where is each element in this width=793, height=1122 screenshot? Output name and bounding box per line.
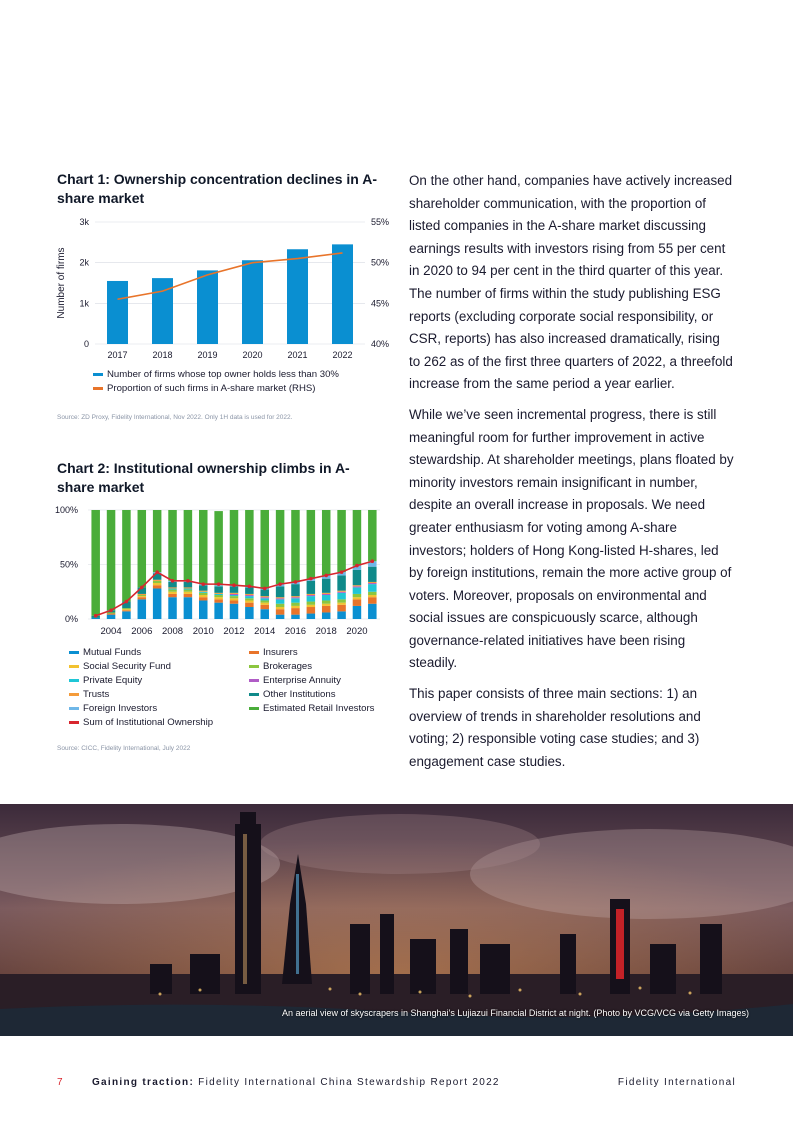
x-tick-label: 2018 <box>315 626 337 637</box>
stacked-bar-segment <box>199 597 208 600</box>
stacked-bar-segment <box>230 593 239 594</box>
legend-label: Estimated Retail Investors <box>263 702 375 714</box>
bar <box>242 260 263 344</box>
stacked-bar-segment <box>291 606 300 608</box>
x-tick-label: 2010 <box>192 626 214 637</box>
stacked-bar-segment <box>368 592 377 595</box>
left-column <box>57 170 387 208</box>
stacked-bar-segment <box>230 596 239 598</box>
x-tick-label: 2014 <box>254 626 276 637</box>
stacked-bar-segment <box>184 587 193 588</box>
legend-swatch <box>69 693 79 696</box>
stacked-bar-segment <box>153 510 162 572</box>
stacked-bar-segment <box>276 599 285 603</box>
stacked-bar-segment <box>138 597 147 599</box>
stacked-bar-segment <box>353 606 362 619</box>
chart1 <box>50 212 400 362</box>
stacked-bar-segment <box>276 609 285 614</box>
bar <box>287 249 308 344</box>
y-tick-label: 0% <box>64 614 78 624</box>
institutional-sum-point <box>340 570 344 574</box>
chart2-title: Chart 2: Institutional ownership climbs in A-share market <box>57 460 350 495</box>
stacked-bar-segment <box>276 586 285 597</box>
stacked-bar-segment <box>214 593 223 594</box>
chart1-legend-bars <box>93 367 339 381</box>
legend-label: Number of firms whose top owner holds less than 30% <box>107 368 339 380</box>
stacked-bar-segment <box>368 604 377 619</box>
legend-swatch <box>249 651 259 654</box>
stacked-bar-segment <box>214 599 223 602</box>
report-label: Gaining traction: <box>91 1077 195 1088</box>
x-tick-label: 2018 <box>152 350 173 360</box>
stacked-bar-segment <box>214 595 223 597</box>
legend-label: Proportion of such firms in A-share market (RHS) <box>107 382 316 394</box>
legend-swatch <box>69 665 79 668</box>
proportion-line <box>118 253 343 299</box>
bar <box>197 270 218 344</box>
x-tick-label: 2019 <box>197 350 218 360</box>
legend-swatch <box>249 707 259 710</box>
legend-label: Private Equity <box>83 674 143 686</box>
stacked-bar-segment <box>122 610 131 611</box>
x-tick-label: 2017 <box>107 350 128 360</box>
legend-swatch <box>93 373 103 376</box>
legend-item-foreign <box>69 701 213 715</box>
stacked-bar-segment <box>245 603 254 607</box>
chart1-legend <box>93 367 339 395</box>
stacked-bar-segment <box>353 510 362 566</box>
legend-item-insurers <box>249 645 374 659</box>
legend-swatch <box>249 679 259 682</box>
stacked-bar-segment <box>260 596 269 597</box>
stacked-bar-segment <box>245 607 254 619</box>
stacked-bar-segment <box>307 581 316 594</box>
legend-swatch <box>93 387 103 390</box>
stacked-bar-segment <box>307 607 316 614</box>
stacked-bar-segment <box>184 594 193 597</box>
stacked-bar-segment <box>337 611 346 619</box>
legend-label: Other Institutions <box>263 688 336 700</box>
stacked-bar-segment <box>353 599 362 606</box>
stacked-bar-segment <box>368 582 377 583</box>
stacked-bar-segment <box>337 575 346 590</box>
stacked-bar-segment <box>199 600 208 619</box>
stacked-bar-segment <box>168 510 177 581</box>
stacked-bar-segment <box>199 591 208 592</box>
y-tick-label: 3k <box>79 217 89 227</box>
stacked-bar-segment <box>184 597 193 619</box>
stacked-bar-segment <box>353 594 362 597</box>
stacked-bar-segment <box>307 594 316 595</box>
legend-label: Insurers <box>263 646 298 658</box>
legend-swatch <box>69 721 79 724</box>
stacked-bar-segment <box>368 510 377 561</box>
stacked-bar-segment <box>276 607 285 609</box>
institutional-sum-point <box>94 614 98 618</box>
stacked-bar-segment <box>199 593 208 595</box>
legend-item-sum <box>69 715 213 729</box>
stacked-bar-segment <box>199 585 208 590</box>
stacked-bar-segment <box>107 615 116 619</box>
stacked-bar-segment <box>322 604 331 606</box>
article-paragraph: While we’ve seen incremental progress, there is still meaningful room for further improvement in active stewardship. At shareholder meetings, plans floated by minority investors remain insignificant in number, despite an overall increase in proposals. We need greater enthusiasm for voting among A-share investors; holders of Hong Kong-listed H-shares, led by foreign institutions, remain the more active group of voters. Moreover, proposals on environmental and social issues are conspicuously scarce, although governance-related initiatives have been rising steadily. <box>409 406 734 671</box>
institutional-sum-point <box>155 570 159 574</box>
stacked-bar-segment <box>138 595 147 596</box>
stacked-bar-segment <box>322 595 331 600</box>
stacked-bar-segment <box>353 597 362 599</box>
stacked-bar-segment <box>353 587 362 594</box>
page-footer <box>57 1077 736 1088</box>
stacked-bar-segment <box>291 603 300 606</box>
stacked-bar-segment <box>214 594 223 595</box>
report-title: Fidelity International China Stewardship Report 2022 <box>198 1077 500 1088</box>
x-tick-label: 2004 <box>100 626 122 637</box>
stacked-bar-segment <box>153 588 162 619</box>
stacked-bar-segment <box>230 586 239 593</box>
stacked-bar-segment <box>337 599 346 602</box>
stacked-bar-segment <box>122 609 131 610</box>
institutional-sum-point <box>109 608 113 612</box>
stacked-bar-segment <box>276 510 285 584</box>
stacked-bar-segment <box>230 600 239 603</box>
stacked-bar-segment <box>322 594 331 595</box>
institutional-sum-point <box>309 577 313 581</box>
legend-swatch <box>69 651 79 654</box>
stacked-bar-segment <box>260 603 269 605</box>
institutional-sum-point <box>263 587 267 591</box>
y2-tick-label: 50% <box>371 257 390 268</box>
stacked-bar-segment <box>276 604 285 607</box>
institutional-sum-point <box>232 583 236 587</box>
y-tick-label: 0 <box>83 339 89 349</box>
stacked-bar-segment <box>337 592 346 593</box>
stacked-bar-segment <box>168 582 177 587</box>
y-tick-label: 100% <box>54 505 78 515</box>
stacked-bar-segment <box>245 587 254 594</box>
bar <box>107 281 128 344</box>
stacked-bar-segment <box>138 594 147 595</box>
institutional-sum-point <box>171 579 175 583</box>
stacked-bar-segment <box>214 603 223 619</box>
stacked-bar-segment <box>138 599 147 619</box>
legend-item-private-equity <box>69 673 213 687</box>
stacked-bar-segment <box>107 510 116 610</box>
stacked-bar-segment <box>230 595 239 596</box>
stacked-bar-segment <box>322 612 331 619</box>
stacked-bar-segment <box>153 581 162 583</box>
stacked-bar-segment <box>199 595 208 597</box>
photo-caption: An aerial view of skyscrapers in Shanghai’s Lujiazui Financial District at night. (Photo by VCG/VCG via Getty Images) <box>281 1008 749 1018</box>
legend-label: Social Security Fund <box>83 660 171 672</box>
stacked-bar-segment <box>322 579 331 593</box>
stacked-bar-segment <box>184 588 193 589</box>
legend-label: Enterprise Annuity <box>263 674 341 686</box>
x-tick-label: 2008 <box>161 626 184 637</box>
article-paragraph: This paper consists of three main sections: 1) an overview of trends in shareholder resolutions and voting; 2) responsible voting case studies; and 3) engagement case studies. <box>409 686 701 769</box>
legend-label: Trusts <box>83 688 110 700</box>
stacked-bar-segment <box>122 608 131 609</box>
chart1-source: Source: ZD Proxy, Fidelity International, Nov 2022. Only 1H data is used for 2022. <box>57 414 293 421</box>
stacked-bar-segment <box>122 510 131 602</box>
legend-item-social-security <box>69 659 213 673</box>
chart2 <box>50 502 390 642</box>
stacked-bar-segment <box>307 602 316 605</box>
stacked-bar-segment <box>184 510 193 581</box>
stacked-bar-segment <box>199 510 208 584</box>
stacked-bar-segment <box>245 594 254 595</box>
stacked-bar-segment <box>184 592 193 594</box>
stacked-bar-segment <box>214 597 223 599</box>
institutional-sum-point <box>201 582 205 586</box>
institutional-sum-point <box>140 586 144 590</box>
stacked-bar-segment <box>138 510 147 587</box>
institutional-sum-point <box>294 580 298 584</box>
stacked-bar-segment <box>153 580 162 581</box>
stacked-bar-segment <box>168 587 177 588</box>
y-tick-label: 2k <box>79 257 89 268</box>
stacked-bar-segment <box>122 611 131 619</box>
x-tick-label: 2006 <box>131 626 153 637</box>
stacked-bar-segment <box>107 614 116 615</box>
stacked-bar-segment <box>307 605 316 607</box>
stacked-bar-segment <box>153 583 162 585</box>
stacked-bar-segment <box>368 583 377 584</box>
stacked-bar-segment <box>214 586 223 593</box>
organization-name: Fidelity International <box>617 1077 736 1088</box>
legend-item-trusts <box>69 687 213 701</box>
x-tick-label: 2016 <box>284 626 307 637</box>
institutional-sum-point <box>217 582 221 586</box>
stacked-bar-segment <box>307 510 316 579</box>
legend-item-mutual-funds <box>69 645 213 659</box>
skyline-illustration <box>0 804 793 1036</box>
stacked-bar-segment <box>107 612 116 613</box>
stacked-bar-segment <box>291 597 300 598</box>
stacked-bar-segment <box>291 596 300 597</box>
article-paragraph: On the other hand, companies have actively increased shareholder communication, with the proportion of listed companies in the A-share market discussing earnings results with investors rising from 55 per cent in 2020 to 94 per cent in the third quarter of this year. The number of firms within the study publishing ESG reports (excluding corporate social responsibility, or CSR, reports) has also increased dramatically, rising to 262 as of the first three quarters of 2022, a threefold increase from the same period a year earlier. <box>409 173 733 392</box>
legend-item-brokerages <box>249 659 374 673</box>
x-tick-label: 2021 <box>287 350 308 360</box>
stacked-bar-segment <box>307 595 316 596</box>
stacked-bar-segment <box>230 594 239 595</box>
stacked-bar-segment <box>368 597 377 604</box>
chart1-legend-line <box>93 381 339 395</box>
legend-label: Mutual Funds <box>83 646 142 658</box>
stacked-bar-segment <box>260 598 269 600</box>
stacked-bar-segment <box>199 592 208 593</box>
y2-tick-label: 55% <box>371 217 390 227</box>
stacked-bar-segment <box>337 593 346 600</box>
y-tick-label: 50% <box>59 559 78 570</box>
stacked-bar-segment <box>368 595 377 597</box>
stacked-bar-segment <box>230 604 239 619</box>
stacked-bar-segment <box>168 594 177 597</box>
legend-item-other-institutions <box>249 687 374 701</box>
chart2-legend-right <box>249 645 374 715</box>
stacked-bar-segment <box>245 595 254 596</box>
stacked-bar-segment <box>245 600 254 602</box>
stacked-bar-segment <box>91 510 100 616</box>
x-tick-label: 2022 <box>332 350 353 360</box>
stacked-bar-segment <box>184 582 193 587</box>
stacked-bar-segment <box>368 584 377 592</box>
stacked-bar-segment <box>291 608 300 615</box>
legend-label: Foreign Investors <box>83 702 158 714</box>
legend-swatch <box>249 693 259 696</box>
stacked-bar-segment <box>322 606 331 613</box>
stacked-bar-segment <box>322 600 331 603</box>
stacked-bar-segment <box>260 510 269 588</box>
stacked-bar-segment <box>322 510 331 575</box>
chart2-legend-left <box>69 645 213 729</box>
stacked-bar-segment <box>276 597 285 598</box>
chart1-title: Chart 1: Ownership concentration declines in A-share market <box>57 171 377 206</box>
stacked-bar-segment <box>260 600 269 602</box>
stacked-bar-segment <box>260 605 269 609</box>
stacked-bar-segment <box>353 586 362 587</box>
institutional-sum-point <box>125 600 129 604</box>
y2-tick-label: 45% <box>371 298 390 309</box>
stacked-bar-segment <box>291 615 300 619</box>
skyline-photo <box>0 804 793 1036</box>
stacked-bar-segment <box>245 596 254 598</box>
stacked-bar-segment <box>260 597 269 598</box>
legend-swatch <box>69 707 79 710</box>
stacked-bar-segment <box>307 596 316 601</box>
x-tick-label: 2020 <box>346 626 368 637</box>
stacked-bar-segment <box>230 598 239 600</box>
stacked-bar-segment <box>353 585 362 586</box>
stacked-bar-segment <box>230 510 239 585</box>
stacked-bar-segment <box>153 585 162 588</box>
stacked-bar-segment <box>91 618 100 619</box>
stacked-bar-segment <box>368 567 377 582</box>
institutional-sum-point <box>355 564 359 568</box>
stacked-bar-segment <box>168 588 177 589</box>
x-tick-label: 2020 <box>242 350 263 360</box>
legend-label: Sum of Institutional Ownership <box>83 716 214 728</box>
chart2-source: Source: CICC, Fidelity International, July 2022 <box>57 745 191 752</box>
stacked-bar-segment <box>337 605 346 612</box>
stacked-bar-segment <box>168 592 177 594</box>
legend-item-retail <box>249 701 374 715</box>
stacked-bar-segment <box>245 510 254 586</box>
legend-label: Brokerages <box>263 660 313 672</box>
stacked-bar-segment <box>168 597 177 619</box>
stacked-bar-segment <box>337 510 346 572</box>
article-body <box>409 170 734 781</box>
stacked-bar-segment <box>276 598 285 599</box>
bar <box>332 244 353 344</box>
y2-tick-label: 40% <box>371 339 390 349</box>
stacked-bar-segment <box>337 603 346 605</box>
stacked-bar-segment <box>337 591 346 592</box>
institutional-sum-point <box>324 574 328 578</box>
institutional-sum-point <box>186 579 190 583</box>
stacked-bar-segment <box>353 570 362 585</box>
stacked-bar-segment <box>245 598 254 600</box>
legend-item-enterprise-annuity <box>249 673 374 687</box>
stacked-bar-segment <box>307 614 316 619</box>
y-tick-label: 1k <box>79 298 89 309</box>
stacked-bar-segment <box>184 590 193 592</box>
y-axis-label: Number of firms <box>56 247 67 319</box>
page-number: 7 <box>57 1077 64 1088</box>
institutional-sum-point <box>248 585 252 589</box>
stacked-bar-segment <box>138 596 147 597</box>
institutional-sum-point <box>278 582 282 586</box>
institutional-sum-point <box>371 559 375 563</box>
stacked-bar-segment <box>322 593 331 594</box>
legend-swatch <box>69 679 79 682</box>
stacked-bar-segment <box>291 598 300 602</box>
stacked-bar-segment <box>291 584 300 596</box>
stacked-bar-segment <box>168 590 177 592</box>
stacked-bar-segment <box>276 615 285 619</box>
legend-swatch <box>249 665 259 668</box>
stacked-bar-segment <box>214 511 223 585</box>
stacked-bar-segment <box>291 510 300 582</box>
x-tick-label: 2012 <box>223 626 245 637</box>
stacked-bar-segment <box>260 590 269 597</box>
stacked-bar-segment <box>260 609 269 619</box>
